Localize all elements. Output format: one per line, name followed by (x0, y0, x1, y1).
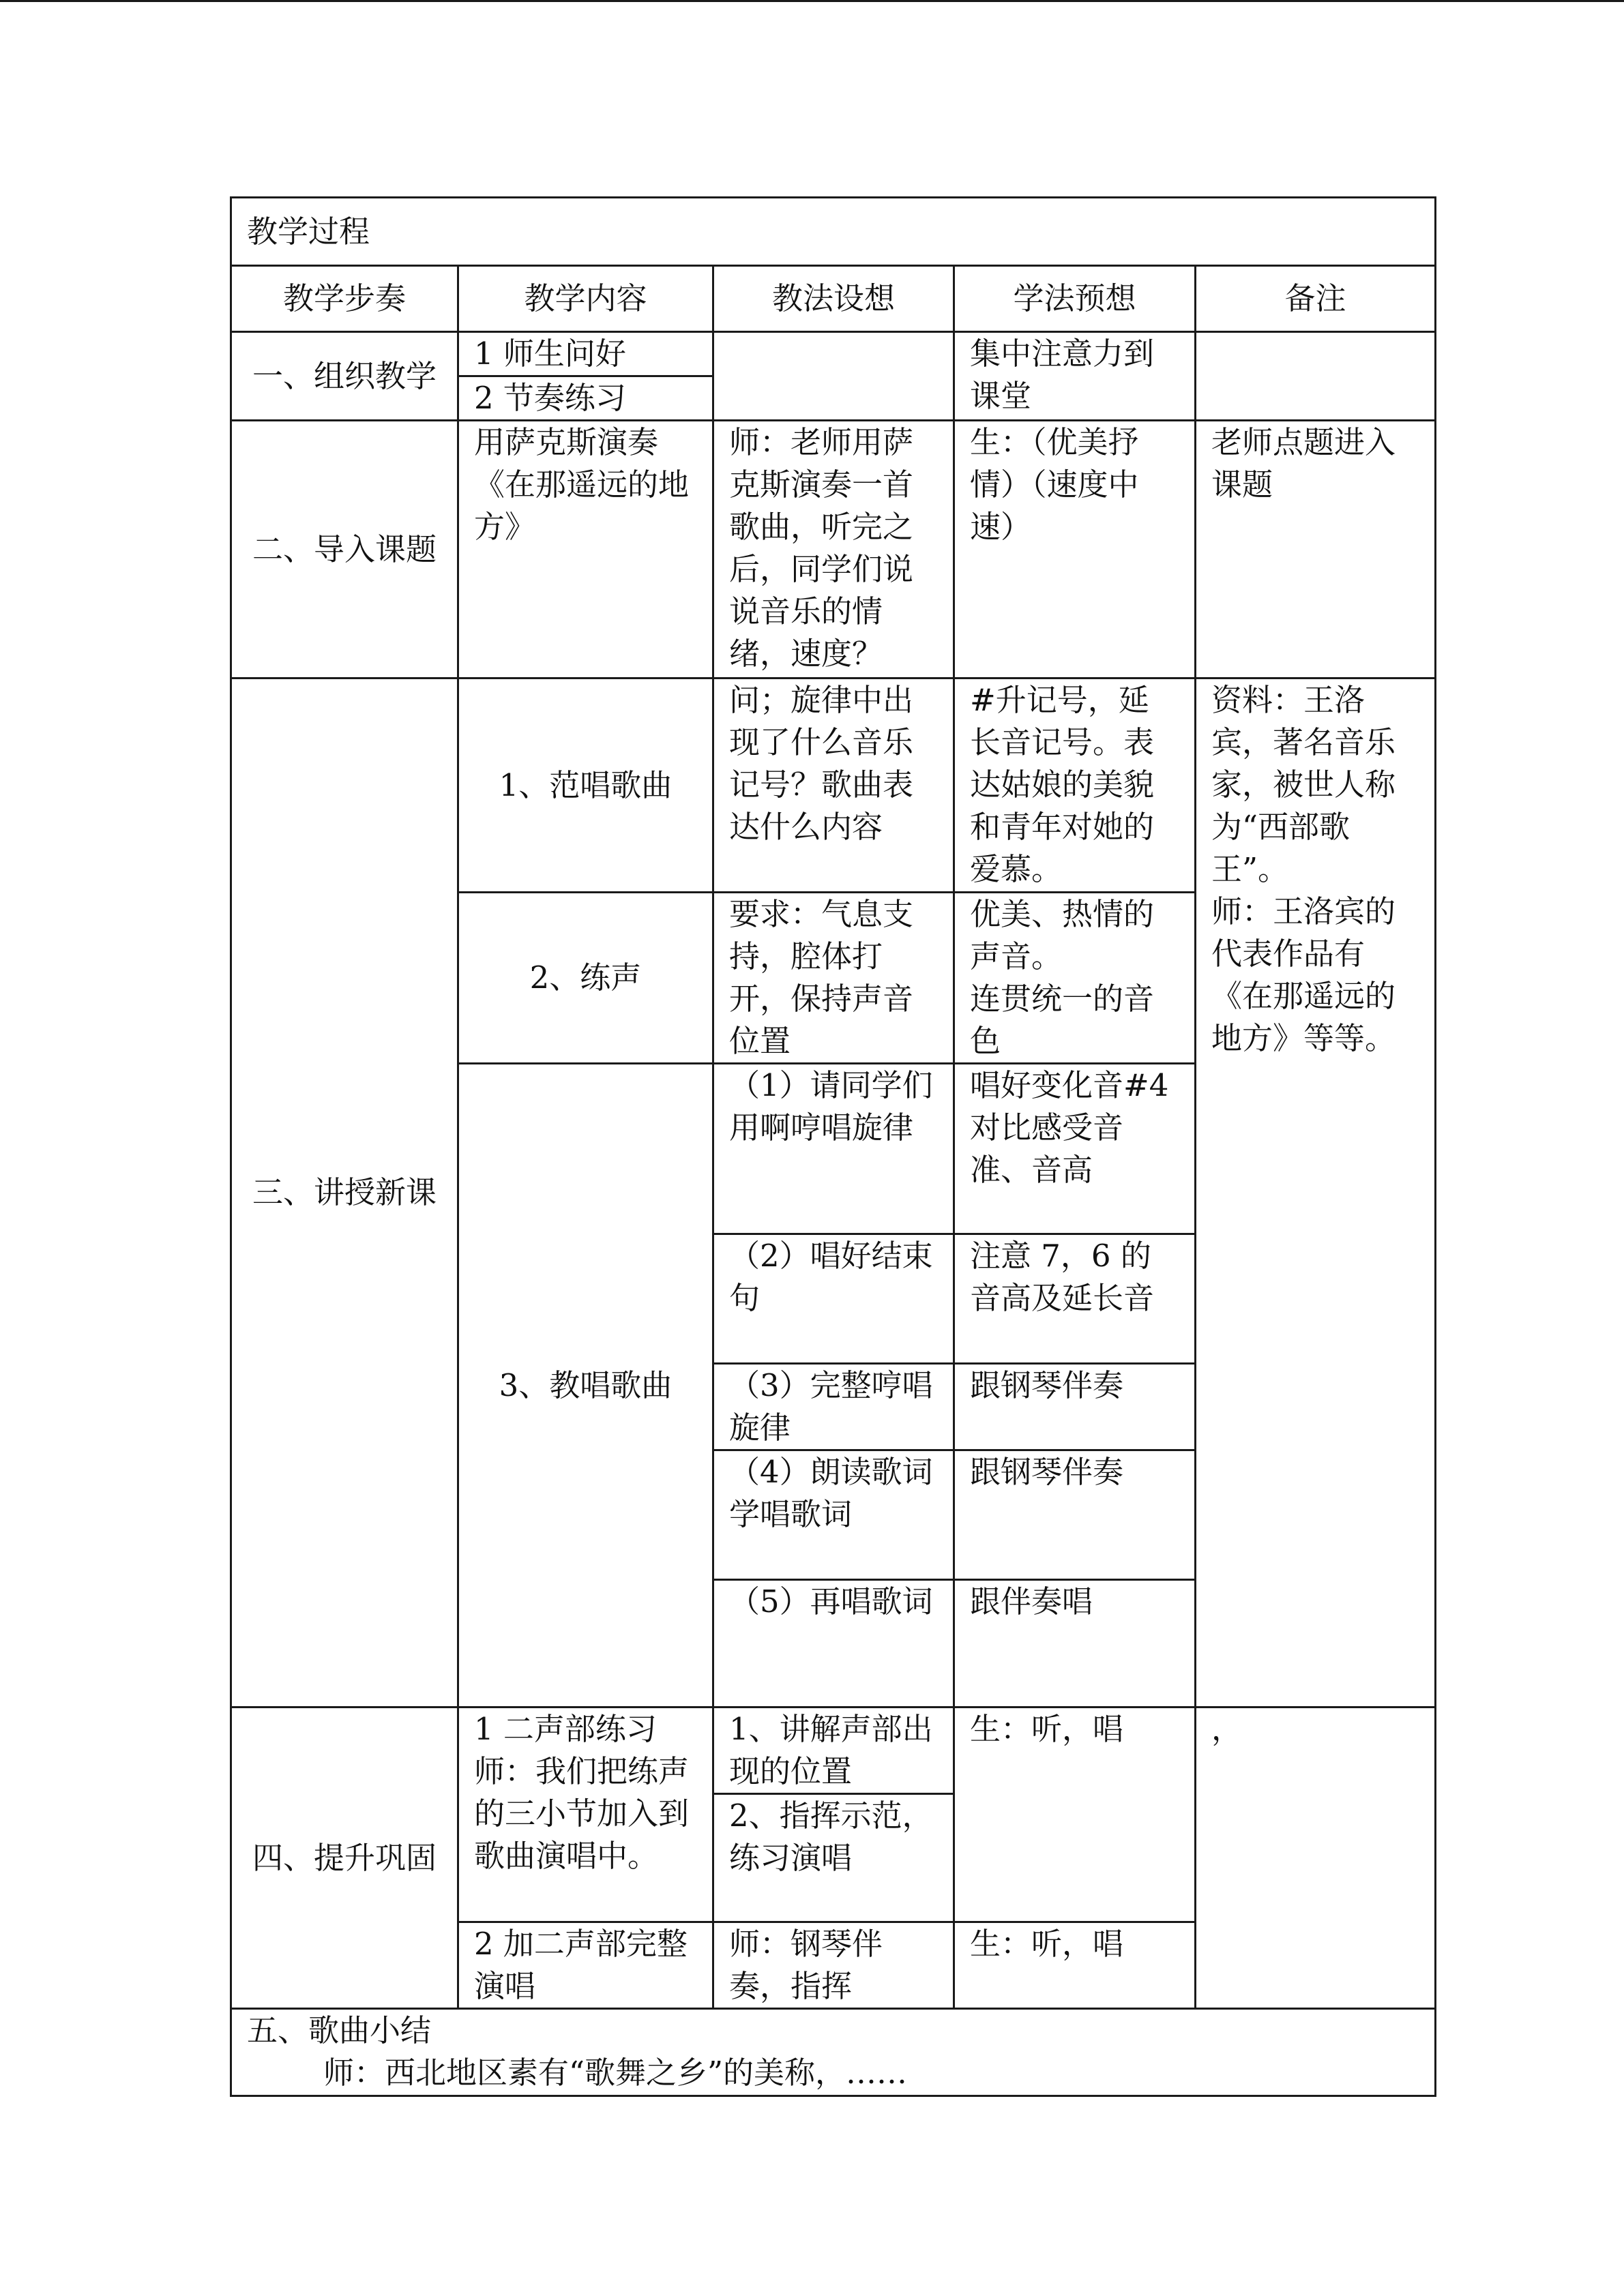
summary-heading: 五、歌曲小结 (247, 2012, 432, 2048)
method-full-hum: （3）完整哼唱旋律 (713, 1364, 954, 1450)
content-full-two-part: 2 加二声部完整演唱 (458, 1922, 713, 2009)
page-top-border (0, 0, 1624, 2)
step-organize: 一、组织教学 (231, 332, 458, 421)
learning-demo-singing: #升记号，延长音记号。表达姑娘的美貌和青年对她的爱慕。 (954, 679, 1196, 893)
content-two-part: 1 二声部练习 师：我们把练声的三小节加入到歌曲演唱中。 (458, 1708, 713, 1922)
table-row (231, 332, 1436, 376)
table-row (231, 2009, 1436, 2096)
method-conduct-demo: 2、指挥示范，练习演唱 (713, 1794, 954, 1922)
content-rhythm: 2 节奏练习 (458, 376, 713, 421)
header-note: 备注 (1196, 266, 1436, 332)
method-explain-part: 1、讲解声部出现的位置 (713, 1708, 954, 1794)
header-content: 教学内容 (458, 266, 713, 332)
content-teach-song: 3、教唱歌曲 (458, 1064, 713, 1708)
learning-read-lyrics: 跟钢琴伴奏 (954, 1450, 1196, 1580)
table-row (231, 679, 1436, 893)
content-greeting: 1 师生问好 (458, 332, 713, 376)
learning-sing-lyrics: 跟伴奏唱 (954, 1580, 1196, 1708)
content-demo-singing: 1、范唱歌曲 (458, 679, 713, 893)
content-vocalise: 2、练声 (458, 893, 713, 1064)
note-new-lesson: 资料：王洛宾，著名音乐家，被世人称为“西部歌王”。 师：王洛宾的代表作品有《在那遥远的地方》等等。 (1196, 679, 1436, 1708)
note-introduce: 老师点题进入课题 (1196, 421, 1436, 679)
header-method: 教法设想 (713, 266, 954, 332)
method-sing-lyrics: （5）再唱歌词 (713, 1580, 954, 1708)
header-step: 教学步奏 (231, 266, 458, 332)
learning-hum-melody: 唱好变化音#4对比感受音准、音高 (954, 1064, 1196, 1234)
learning-organize: 集中注意力到课堂 (954, 332, 1196, 421)
note-consolidate: ， (1196, 1708, 1436, 2009)
table-title-row (231, 198, 1436, 266)
method-vocalise: 要求：气息支持，腔体打开，保持声音位置 (713, 893, 954, 1064)
method-ending-phrase: （2）唱好结束句 (713, 1234, 954, 1364)
step-new-lesson: 三、讲授新课 (231, 679, 458, 1708)
method-introduce: 师：老师用萨克斯演奏一首歌曲，听完之后，同学们说说音乐的情绪，速度？ (713, 421, 954, 679)
table-row (231, 1708, 1436, 1794)
table-row (231, 421, 1436, 679)
content-introduce: 用萨克斯演奏《在那遥远的地方》 (458, 421, 713, 679)
header-learning: 学法预想 (954, 266, 1196, 332)
method-piano-conduct: 师：钢琴伴奏，指挥 (713, 1922, 954, 2009)
learning-full-hum: 跟钢琴伴奏 (954, 1364, 1196, 1450)
table-title: 教学过程 (231, 198, 1436, 266)
learning-vocalise: 优美、热情的声音。 连贯统一的音色 (954, 893, 1196, 1064)
learning-listen-sing-2: 生：听，唱 (954, 1922, 1196, 2009)
method-organize (713, 332, 954, 421)
method-hum-melody: （1）请同学们用啊哼唱旋律 (713, 1064, 954, 1234)
step-introduce: 二、导入课题 (231, 421, 458, 679)
note-organize (1196, 332, 1436, 421)
teaching-process-table (230, 196, 1436, 2097)
learning-ending-phrase: 注意 7，6 的音高及延长音 (954, 1234, 1196, 1364)
summary-cell (231, 2009, 1436, 2096)
method-read-lyrics: （4）朗读歌词 学唱歌词 (713, 1450, 954, 1580)
summary-text: 师：西北地区素有“歌舞之乡”的美称，…… (323, 2055, 908, 2091)
step-consolidate: 四、提升巩固 (231, 1708, 458, 2009)
learning-listen-sing-1: 生：听，唱 (954, 1708, 1196, 1922)
method-demo-singing: 问；旋律中出现了什么音乐记号？歌曲表达什么内容 (713, 679, 954, 893)
learning-introduce: 生：（优美抒情）（速度中速） (954, 421, 1196, 679)
table-header-row (231, 266, 1436, 332)
